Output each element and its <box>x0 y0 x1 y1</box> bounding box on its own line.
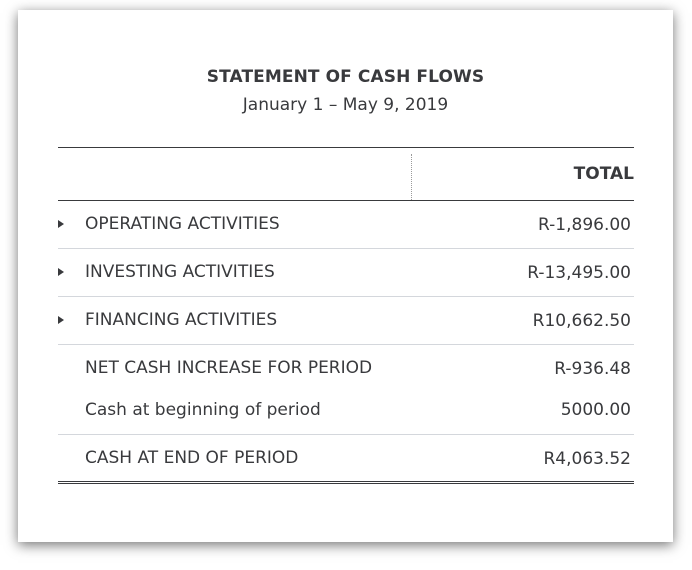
end-cash-amount[interactable]: R4,063.52 <box>543 449 631 469</box>
expand-caret-icon[interactable] <box>58 268 64 276</box>
report-card <box>18 10 673 542</box>
operating-activities-row[interactable] <box>58 201 634 249</box>
net-cash-group <box>58 345 634 435</box>
operating-activities-label[interactable]: OPERATING ACTIVITIES <box>85 214 280 234</box>
table-header <box>58 147 634 201</box>
net-cash-increase-label: NET CASH INCREASE FOR PERIOD <box>85 358 373 378</box>
column-divider <box>411 154 412 200</box>
report-period: January 1 – May 9, 2019 <box>242 95 449 115</box>
net-cash-increase-amount[interactable]: R-936.48 <box>554 359 631 379</box>
beginning-cash-amount: 5000.00 <box>560 400 631 420</box>
expand-caret-icon[interactable] <box>58 316 64 324</box>
end-cash-row <box>58 435 634 484</box>
report-title: STATEMENT OF CASH FLOWS <box>206 67 485 87</box>
total-column-header[interactable]: TOTAL <box>573 164 634 184</box>
financing-activities-label[interactable]: FINANCING ACTIVITIES <box>85 310 278 330</box>
end-cash-label: CASH AT END OF PERIOD <box>85 448 299 468</box>
investing-activities-row[interactable] <box>58 249 634 297</box>
financing-activities-row[interactable] <box>58 297 634 345</box>
investing-activities-label[interactable]: INVESTING ACTIVITIES <box>85 262 275 282</box>
financing-activities-amount[interactable]: R10,662.50 <box>532 311 631 331</box>
cash-flow-table <box>58 147 634 484</box>
investing-activities-amount[interactable]: R-13,495.00 <box>527 263 631 283</box>
expand-caret-icon[interactable] <box>58 220 64 228</box>
operating-activities-amount[interactable]: R-1,896.00 <box>538 215 631 235</box>
beginning-cash-label: Cash at beginning of period <box>85 400 321 420</box>
